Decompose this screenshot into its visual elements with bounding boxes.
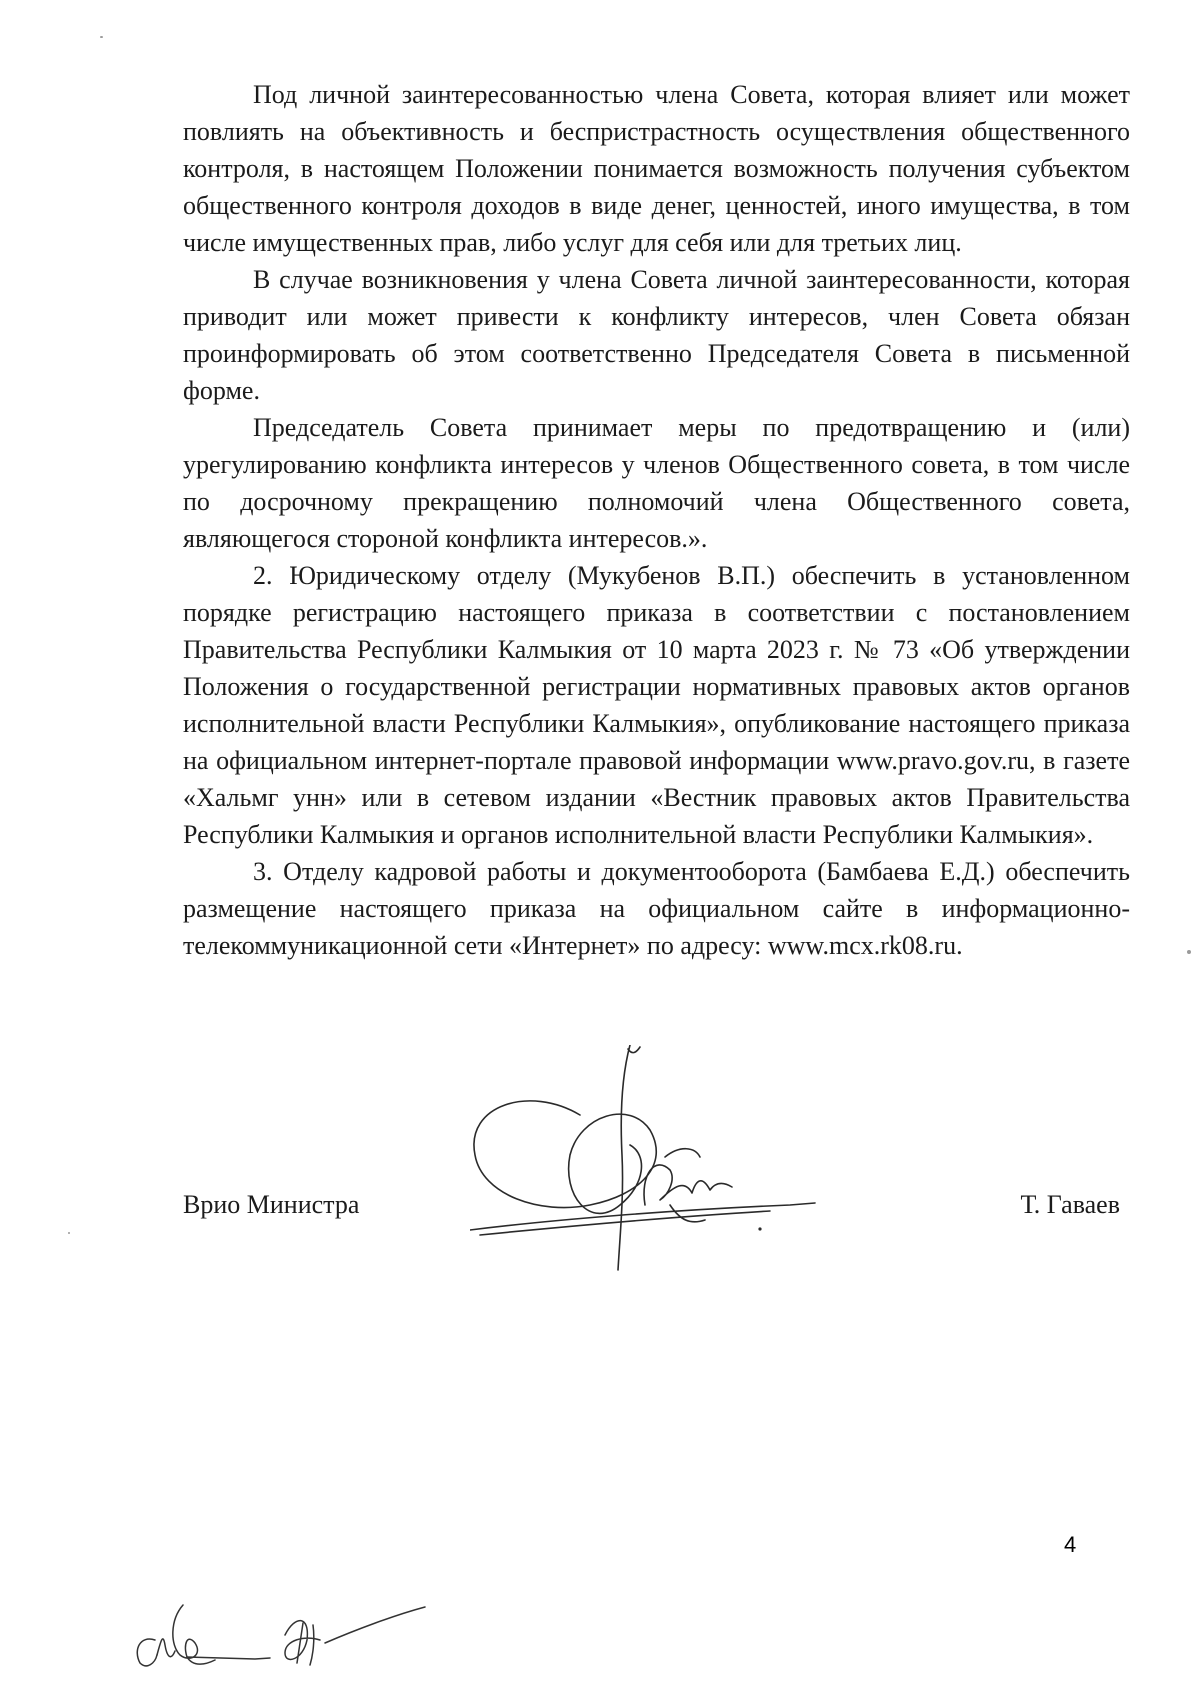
paragraph-chairman-measures: Председатель Совета принимает меры по предотвращению и (или) урегулированию конфликта интересов у членов Общественного совета, в том числе по досрочному прекращению полномочий члена Общественного совета, являющегося стороной конфликта интересов.». [183,413,1130,553]
paragraph-conflict-definition: Под личной заинтересованностью члена Совета, которая влияет или может повлиять на объективность и беспристрастность осуществления общественного контроля, в настоящем Положении понимается возможность получения субъектом общественного контроля доходов в виде денег, ценностей, иного имущества, в том числе имущественных прав, либо услуг для себя или для третьих лиц. [183,80,1130,257]
scan-speck [100,36,103,38]
document-body [183,76,1130,964]
page-number: 4 [1064,1532,1077,1557]
paragraph-legal-department: 2. Юридическому отделу (Мукубенов В.П.) обеспечить в установленном порядке регистрацию настоящего приказа в соответствии с постановлением Правительства Республики Калмыкия от 10 марта 2023 г. № 73 «Об утверждении Положения о государственной регистрации нормативных правовых актов органов исполнительной власти Республики Калмыкия», опубликование настоящего приказа на официальном интернет-портале правовой информации www.pravo.gov.ru, в газете «Хальмг унн» или в сетевом издании «Вестник правовых актов Правительства Республики Калмыкия и органов исполнительной власти Республики Калмыкия». [183,561,1130,849]
signer-name: Т. Гаваев [1020,1190,1120,1219]
signer-position-title: Врио Министра [183,1190,360,1219]
handwritten-signature [470,1045,860,1305]
paragraph-hr-department: 3. Отделу кадровой работы и документооборота (Бамбаева Е.Д.) обеспечить размещение настоящего приказа на официальном сайте в информационно-телекоммуникационной сети «Интернет» по адресу: www.mcx.rk08.ru. [183,857,1130,960]
scan-speck [1187,950,1191,954]
paragraph-notify-chairman: В случае возникновения у члена Совета личной заинтересованности, которая приводит или может привести к конфликту интересов, член Совета обязан проинформировать об этом соответственно Председателя Совета в письменной форме. [183,265,1130,405]
scan-speck [68,1232,70,1234]
handwritten-initials [125,1585,435,1675]
signature-block [183,1190,1120,1230]
